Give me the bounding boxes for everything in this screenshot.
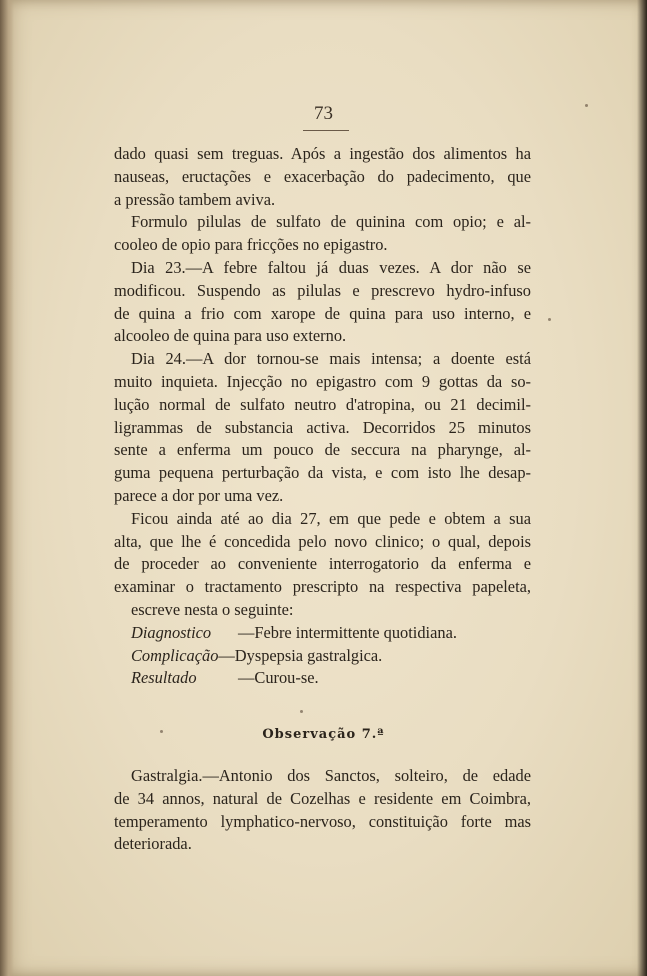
text-line: guma pequena perturbação da vista, e com isto lhe desap-	[114, 463, 531, 483]
page-number-rule	[303, 130, 349, 131]
text-line: de proceder ao conveniente interrogatorio da enferma e	[114, 554, 531, 574]
summary-value: —Curou-se.	[238, 668, 319, 688]
body-text	[114, 143, 531, 690]
text-line: sente a enferma um pouco de seccura na pharynge, al-	[114, 440, 531, 460]
summary-value: —Dyspepsia gastralgica.	[218, 645, 383, 665]
text-line: Ficou ainda até ao dia 27, em que pede e obtem a sua	[131, 508, 531, 528]
summary-label: Complicação	[131, 645, 219, 665]
summary-resultado	[114, 667, 531, 690]
text-line: muito inquieta. Injecção no epigastro com 9 gottas da so-	[114, 371, 531, 391]
text-line: de quina a frio com xarope de quina para uso interno, e	[114, 303, 531, 323]
text-line: Gastralgia.—Antonio dos Sanctos, solteiro, de edade	[131, 766, 531, 785]
text-line: modificou. Suspendo as pilulas e prescrevo hydro-infuso	[114, 280, 531, 300]
text-line: deteriorada.	[114, 834, 192, 854]
text-line: parece a dor por uma vez.	[114, 485, 284, 505]
paper-speck	[300, 710, 303, 713]
text-line: cooleo de opio para fricções no epigastro.	[114, 235, 388, 255]
page-edge	[637, 0, 647, 976]
summary-diagnostico	[114, 622, 531, 645]
paper-speck	[548, 318, 551, 321]
body-text-final	[114, 765, 531, 856]
page-number: 73	[314, 103, 333, 124]
text-line: escreve nesta o seguinte:	[131, 599, 294, 619]
text-line: ligrammas de substancia activa. Decorridos 25 minutos	[114, 417, 531, 437]
text-line: a pressão tambem aviva.	[114, 189, 276, 209]
summary-label: Resultado	[131, 668, 197, 688]
summary-value: —Febre intermittente quotidiana.	[238, 622, 457, 642]
text-line: alcooleo de quina para uso externo.	[114, 326, 347, 346]
text-line: Formulo pilulas de sulfato de quinina com opio; e al-	[131, 212, 531, 232]
summary-label: Diagnostico	[131, 622, 212, 642]
text-line: lução normal de sulfato neutro d'atropina, ou 21 decimil-	[114, 394, 531, 414]
text-line: Dia 23.—A febre faltou já duas vezes. A dor não se	[131, 257, 531, 277]
text-line: temperamento lymphatico-nervoso, constituição forte mas	[114, 811, 531, 831]
text-line: de 34 annos, natural de Cozelhas e residente em Coimbra,	[114, 788, 531, 808]
text-line: alta, que lhe é concedida pelo novo clinico; o qual, depois	[114, 531, 531, 551]
text-line: dado quasi sem treguas. Após a ingestão dos alimentos ha	[114, 144, 531, 163]
section-heading: Observação 7.ª	[262, 727, 385, 742]
text-line: examinar o tractamento prescripto na respectiva papeleta,	[114, 577, 531, 597]
paper-speck	[160, 730, 163, 733]
page-spine-shadow	[0, 0, 14, 976]
summary-complicacao	[114, 645, 531, 668]
paper-speck	[585, 104, 588, 107]
text-line: Dia 24.—A dor tornou-se mais intensa; a doente está	[131, 349, 531, 369]
text-line: nauseas, eructações e exacerbação do padecimento, que	[114, 166, 531, 186]
